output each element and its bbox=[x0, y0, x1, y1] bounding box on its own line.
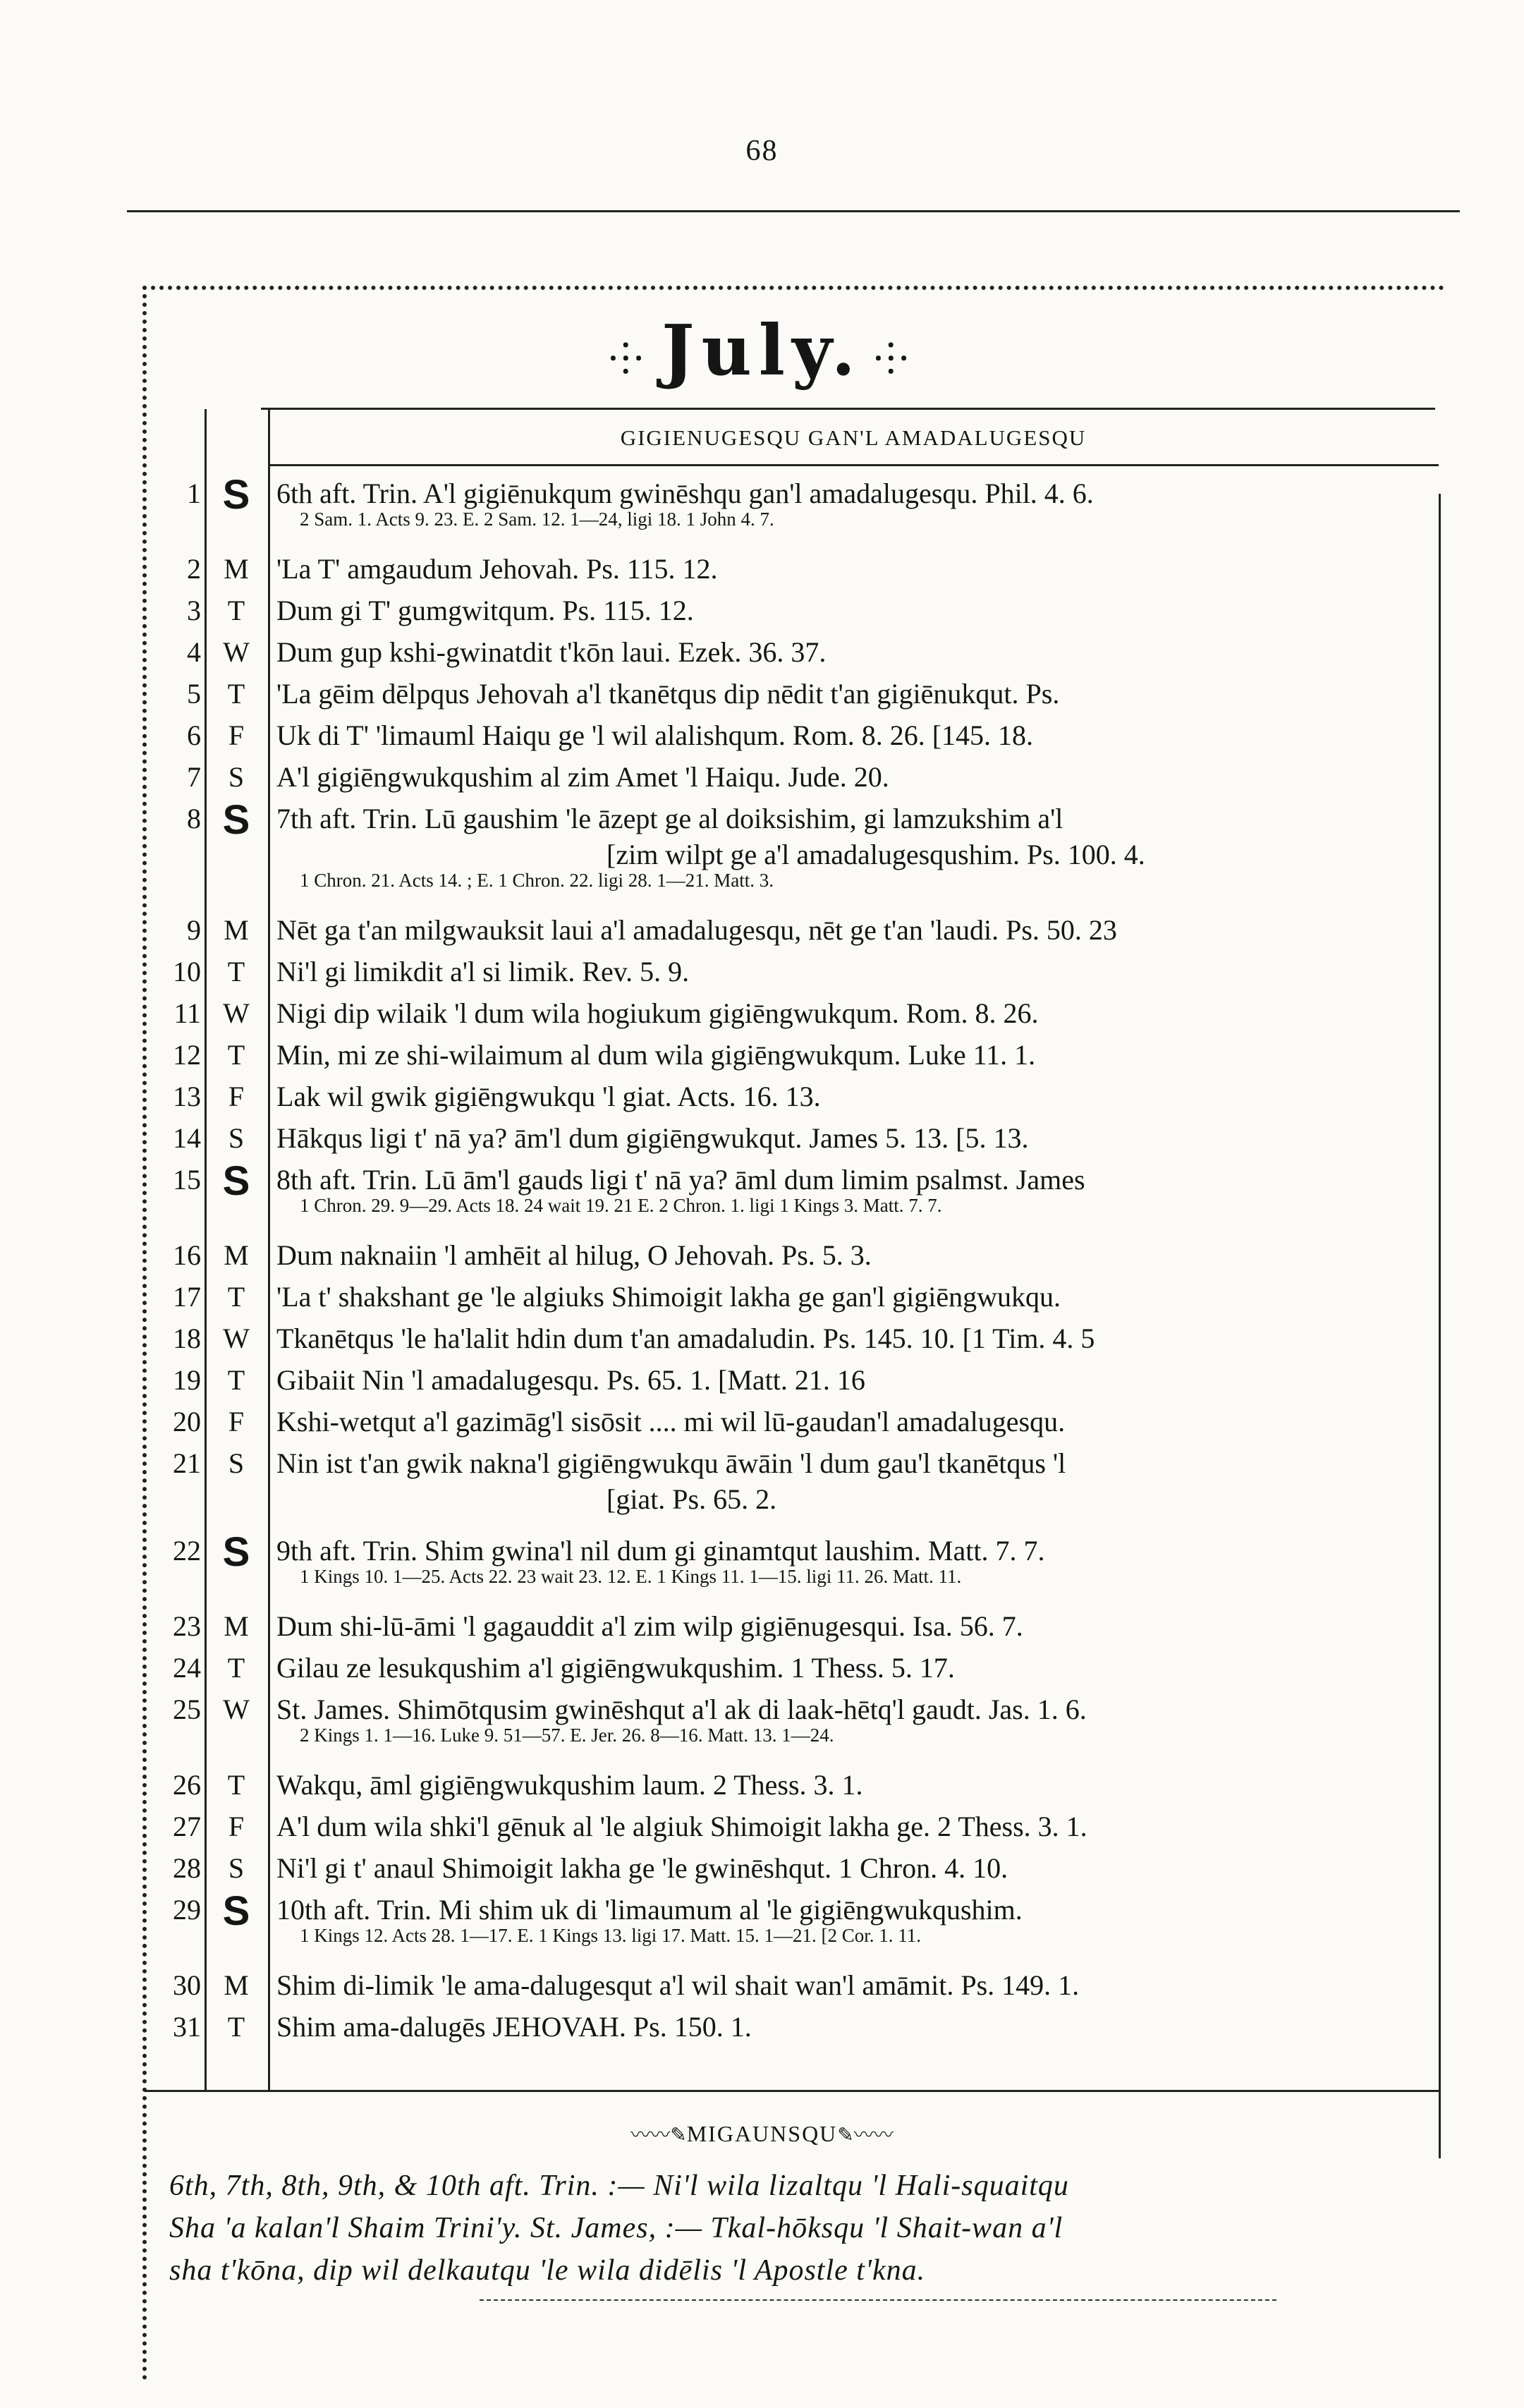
flourish-icon: 〰〰✎ bbox=[630, 2124, 687, 2146]
entry-text-continued: [giat. Ps. 65. 2. bbox=[606, 1483, 777, 1515]
top-rule bbox=[127, 210, 1460, 212]
weekday-letter: M bbox=[224, 553, 249, 585]
day-number: 17 bbox=[173, 1281, 201, 1313]
weekday-letter: S bbox=[222, 797, 250, 843]
lessons-line: 2 Kings 1. 1—16. Luke 9. 51—57. E. Jer. 26. 8—16. Matt. 13. 1—24. bbox=[300, 1725, 834, 1746]
day-number: 13 bbox=[173, 1081, 201, 1112]
weekday-letter: T bbox=[227, 595, 245, 626]
day-number: 16 bbox=[173, 1239, 201, 1271]
entry-text: Min, mi ze shi-wilaimum al dum wila gigiēngwukqum. Luke 11. 1. bbox=[276, 1039, 1036, 1071]
entry-text: St. James. Shimōtqusim gwinēshqut a'l ak di laak-hētq'l gaudt. Jas. 1. 6. bbox=[276, 1693, 1087, 1725]
entry-text: Shim di-limik 'le ama-dalugesqut a'l wil shait wan'l amāmit. Ps. 149. 1. bbox=[276, 1969, 1080, 2001]
day-number: 15 bbox=[173, 1164, 201, 1196]
weekday-letter: S bbox=[228, 1122, 245, 1154]
entry-text: 7th aft. Trin. Lū gaushim 'le āzept ge al doiksishim, gi lamzukshim a'l bbox=[276, 803, 1063, 834]
weekday-letter: W bbox=[223, 1693, 250, 1725]
entry-text: Dum naknaiin 'l amhēit al hilug, O Jehovah. Ps. 5. 3. bbox=[276, 1239, 872, 1271]
day-number: 6 bbox=[187, 719, 201, 751]
weekday-letter: W bbox=[223, 1322, 250, 1354]
day-number: 2 bbox=[187, 553, 201, 585]
final-rule bbox=[480, 2299, 1276, 2301]
day-number: 26 bbox=[173, 1769, 201, 1801]
day-number: 4 bbox=[187, 636, 201, 668]
day-number: 20 bbox=[173, 1406, 201, 1437]
day-number: 10 bbox=[173, 956, 201, 987]
entry-text: Uk di T' 'limauml Haiqu ge 'l wil alalishqum. Rom. 8. 26. [145. 18. bbox=[276, 719, 1034, 751]
entry-text: A'l dum wila shki'l gēnuk al 'le algiuk Shimoigit lakha ge. 2 Thess. 3. 1. bbox=[276, 1811, 1087, 1842]
ornament-icon: ⸭ bbox=[608, 334, 651, 384]
day-number: 22 bbox=[173, 1535, 201, 1567]
entry-text: 'La gēim dēlpqus Jehovah a'l tkanētqus dip nēdit t'an gigiēnukqut. Ps. bbox=[276, 678, 1060, 710]
weekday-letter: S bbox=[222, 1158, 250, 1204]
notes-heading-block bbox=[0, 2120, 1524, 2148]
day-number: 30 bbox=[173, 1969, 201, 2001]
lessons-line: 1 Kings 12. Acts 28. 1—17. E. 1 Kings 13. ligi 17. Matt. 15. 1—21. [2 Cor. 1. 11. bbox=[300, 1925, 922, 1946]
weekday-letter: F bbox=[228, 1406, 245, 1437]
day-number: 31 bbox=[173, 2011, 201, 2043]
weekday-letter: W bbox=[223, 636, 250, 668]
day-number: 21 bbox=[173, 1447, 201, 1479]
weekday-letter: T bbox=[227, 1769, 245, 1801]
day-number: 3 bbox=[187, 595, 201, 626]
weekday-letter: S bbox=[228, 761, 245, 793]
notes-heading: MIGAUNSQU bbox=[686, 2121, 838, 2146]
day-number: 24 bbox=[173, 1652, 201, 1684]
day-number: 1 bbox=[187, 478, 201, 509]
entry-text: Gibaiit Nin 'l amadalugesqu. Ps. 65. 1. [Matt. 21. 16 bbox=[276, 1364, 865, 1396]
day-number: 29 bbox=[173, 1894, 201, 1926]
bottom-rule bbox=[145, 2090, 1439, 2092]
weekday-letter: T bbox=[227, 1281, 245, 1313]
day-number: 19 bbox=[173, 1364, 201, 1396]
entry-text: Nin ist t'an gwik nakna'l gigiēngwukqu āwāin 'l dum gau'l tkanētqus 'l bbox=[276, 1447, 1066, 1479]
entry-text: Hākqus ligi t' nā ya? ām'l dum gigiēngwukqut. James 5. 13. [5. 13. bbox=[276, 1122, 1029, 1154]
day-number: 11 bbox=[173, 997, 201, 1029]
entry-text: Gilau ze lesukqushim a'l gigiēngwukqushim. 1 Thess. 5. 17. bbox=[276, 1652, 955, 1684]
entry-text: 'La T' amgaudum Jehovah. Ps. 115. 12. bbox=[276, 553, 718, 585]
lessons-line: 1 Kings 10. 1—25. Acts 22. 23 wait 23. 12. E. 1 Kings 11. 1—15. ligi 11. 26. Matt. 11. bbox=[300, 1566, 962, 1587]
lessons-line: 1 Chron. 21. Acts 14. ; E. 1 Chron. 22. ligi 28. 1—21. Matt. 3. bbox=[300, 870, 774, 891]
entry-text: Lak wil gwik gigiēngwukqu 'l giat. Acts. 16. 13. bbox=[276, 1081, 821, 1112]
weekday-letter: S bbox=[222, 1888, 250, 1934]
entry-text-continued: [zim wilpt ge a'l amadalugesqushim. Ps. 100. 4. bbox=[606, 839, 1145, 870]
entry-text: Nēt ga t'an milgwauksit laui a'l amadalugesqu, nēt ge t'an 'laudi. Ps. 50. 23 bbox=[276, 914, 1117, 946]
weekday-letter: M bbox=[224, 914, 249, 946]
entry-text: Ni'l gi limikdit a'l si limik. Rev. 5. 9. bbox=[276, 956, 690, 987]
weekday-column-rule bbox=[268, 409, 270, 2091]
day-number: 23 bbox=[173, 1610, 201, 1642]
entry-text: Dum shi-lū-āmi 'l gagauddit a'l zim wilp gigiēnugesqui. Isa. 56. 7. bbox=[276, 1610, 1023, 1642]
entry-text: Dum gi T' gumgwitqum. Ps. 115. 12. bbox=[276, 595, 694, 626]
entry-text: 8th aft. Trin. Lū ām'l gauds ligi t' nā ya? āml dum limim psalmst. James bbox=[276, 1164, 1085, 1196]
weekday-letter: T bbox=[227, 1652, 245, 1684]
weekday-letter: F bbox=[228, 1811, 245, 1842]
entry-text: Nigi dip wilaik 'l dum wila hogiukum gigiēngwukqum. Rom. 8. 26. bbox=[276, 997, 1039, 1029]
day-number: 5 bbox=[187, 678, 201, 710]
weekday-letter: F bbox=[228, 1081, 245, 1112]
entry-text: Ni'l gi t' anaul Shimoigit lakha ge 'le gwinēshqut. 1 Chron. 4. 10. bbox=[276, 1852, 1008, 1884]
weekday-letter: T bbox=[227, 1039, 245, 1071]
column-header: GIGIENUGESQU GAN'L AMADALUGESQU bbox=[620, 425, 1087, 450]
entry-text: Tkanētqus 'le ha'lalit hdin dum t'an amadaludin. Ps. 145. 10. [1 Tim. 4. 5 bbox=[276, 1322, 1095, 1354]
flourish-icon: ✎〰〰 bbox=[837, 2124, 894, 2146]
day-number: 18 bbox=[173, 1322, 201, 1354]
weekday-letter: M bbox=[224, 1610, 249, 1642]
entry-text: 6th aft. Trin. A'l gigiēnukqum gwinēshqu gan'l amadalugesqu. Phil. 4. 6. bbox=[276, 478, 1094, 509]
day-number: 14 bbox=[173, 1122, 201, 1154]
weekday-letter: S bbox=[222, 472, 250, 518]
weekday-letter: S bbox=[228, 1852, 245, 1884]
note-line: 6th, 7th, 8th, 9th, & 10th aft. Trin. :— Ni'l wila lizaltqu 'l Hali-squaitqu bbox=[169, 2170, 1069, 2202]
entry-text: 9th aft. Trin. Shim gwina'l nil dum gi ginamtqut laushim. Matt. 7. 7. bbox=[276, 1535, 1045, 1567]
month-title: July. bbox=[662, 310, 862, 391]
day-number: 7 bbox=[187, 761, 201, 793]
note-line: Sha 'a kalan'l Shaim Trini'y. St. James, :— Tkal-hōksqu 'l Shait-wan a'l bbox=[169, 2212, 1063, 2244]
weekday-letter: M bbox=[224, 1239, 249, 1271]
weekday-letter: S bbox=[228, 1447, 245, 1479]
weekday-letter: F bbox=[228, 719, 245, 751]
lessons-line: 2 Sam. 1. Acts 9. 23. E. 2 Sam. 12. 1—24, ligi 18. 1 John 4. 7. bbox=[300, 509, 774, 530]
weekday-letter: W bbox=[223, 997, 250, 1029]
weekday-letter: M bbox=[224, 1969, 249, 2001]
weekday-letter: T bbox=[227, 956, 245, 987]
header-underline bbox=[268, 464, 1439, 466]
entry-text: 'La t' shakshant ge 'le algiuks Shimoigit lakha ge gan'l gigiēngwukqu. bbox=[276, 1281, 1061, 1313]
day-number: 27 bbox=[173, 1811, 201, 1842]
weekday-letter: T bbox=[227, 1364, 245, 1396]
note-line: sha t'kōna, dip wil delkautqu 'le wila didēlis 'l Apostle t'kna. bbox=[169, 2254, 926, 2287]
day-number: 8 bbox=[187, 803, 201, 834]
ornament-icon: ⸭ bbox=[873, 334, 916, 384]
weekday-letter: S bbox=[222, 1529, 250, 1575]
lessons-line: 1 Chron. 29. 9—29. Acts 18. 24 wait 19. 21 E. 2 Chron. 1. ligi 1 Kings 3. Matt. 7. 7. bbox=[300, 1195, 942, 1216]
title-rule bbox=[261, 408, 1435, 410]
day-number: 28 bbox=[173, 1852, 201, 1884]
day-number: 25 bbox=[173, 1693, 201, 1725]
entry-text: 10th aft. Trin. Mi shim uk di 'limaumum al 'le gigiēngwukqushim. bbox=[276, 1894, 1023, 1926]
month-title-block bbox=[0, 310, 1524, 391]
weekday-letter: T bbox=[227, 2011, 245, 2043]
frame-right-rule bbox=[1439, 494, 1441, 2158]
weekday-letter: T bbox=[227, 678, 245, 710]
entry-text: Wakqu, āml gigiēngwukqushim laum. 2 Thess. 3. 1. bbox=[276, 1769, 863, 1801]
entry-text: Shim ama-dalugēs JEHOVAH. Ps. 150. 1. bbox=[276, 2011, 752, 2043]
entry-text: A'l gigiēngwukqushim al zim Amet 'l Haiqu. Jude. 20. bbox=[276, 761, 889, 793]
day-number: 12 bbox=[173, 1039, 201, 1071]
page-number: 68 bbox=[745, 135, 779, 167]
day-number: 9 bbox=[187, 914, 201, 946]
entry-text: Kshi-wetqut a'l gazimāg'l sisōsit .... mi wil lū-gaudan'l amadalugesqu. bbox=[276, 1406, 1066, 1437]
entry-text: Dum gup kshi-gwinatdit t'kōn laui. Ezek. 36. 37. bbox=[276, 636, 827, 668]
